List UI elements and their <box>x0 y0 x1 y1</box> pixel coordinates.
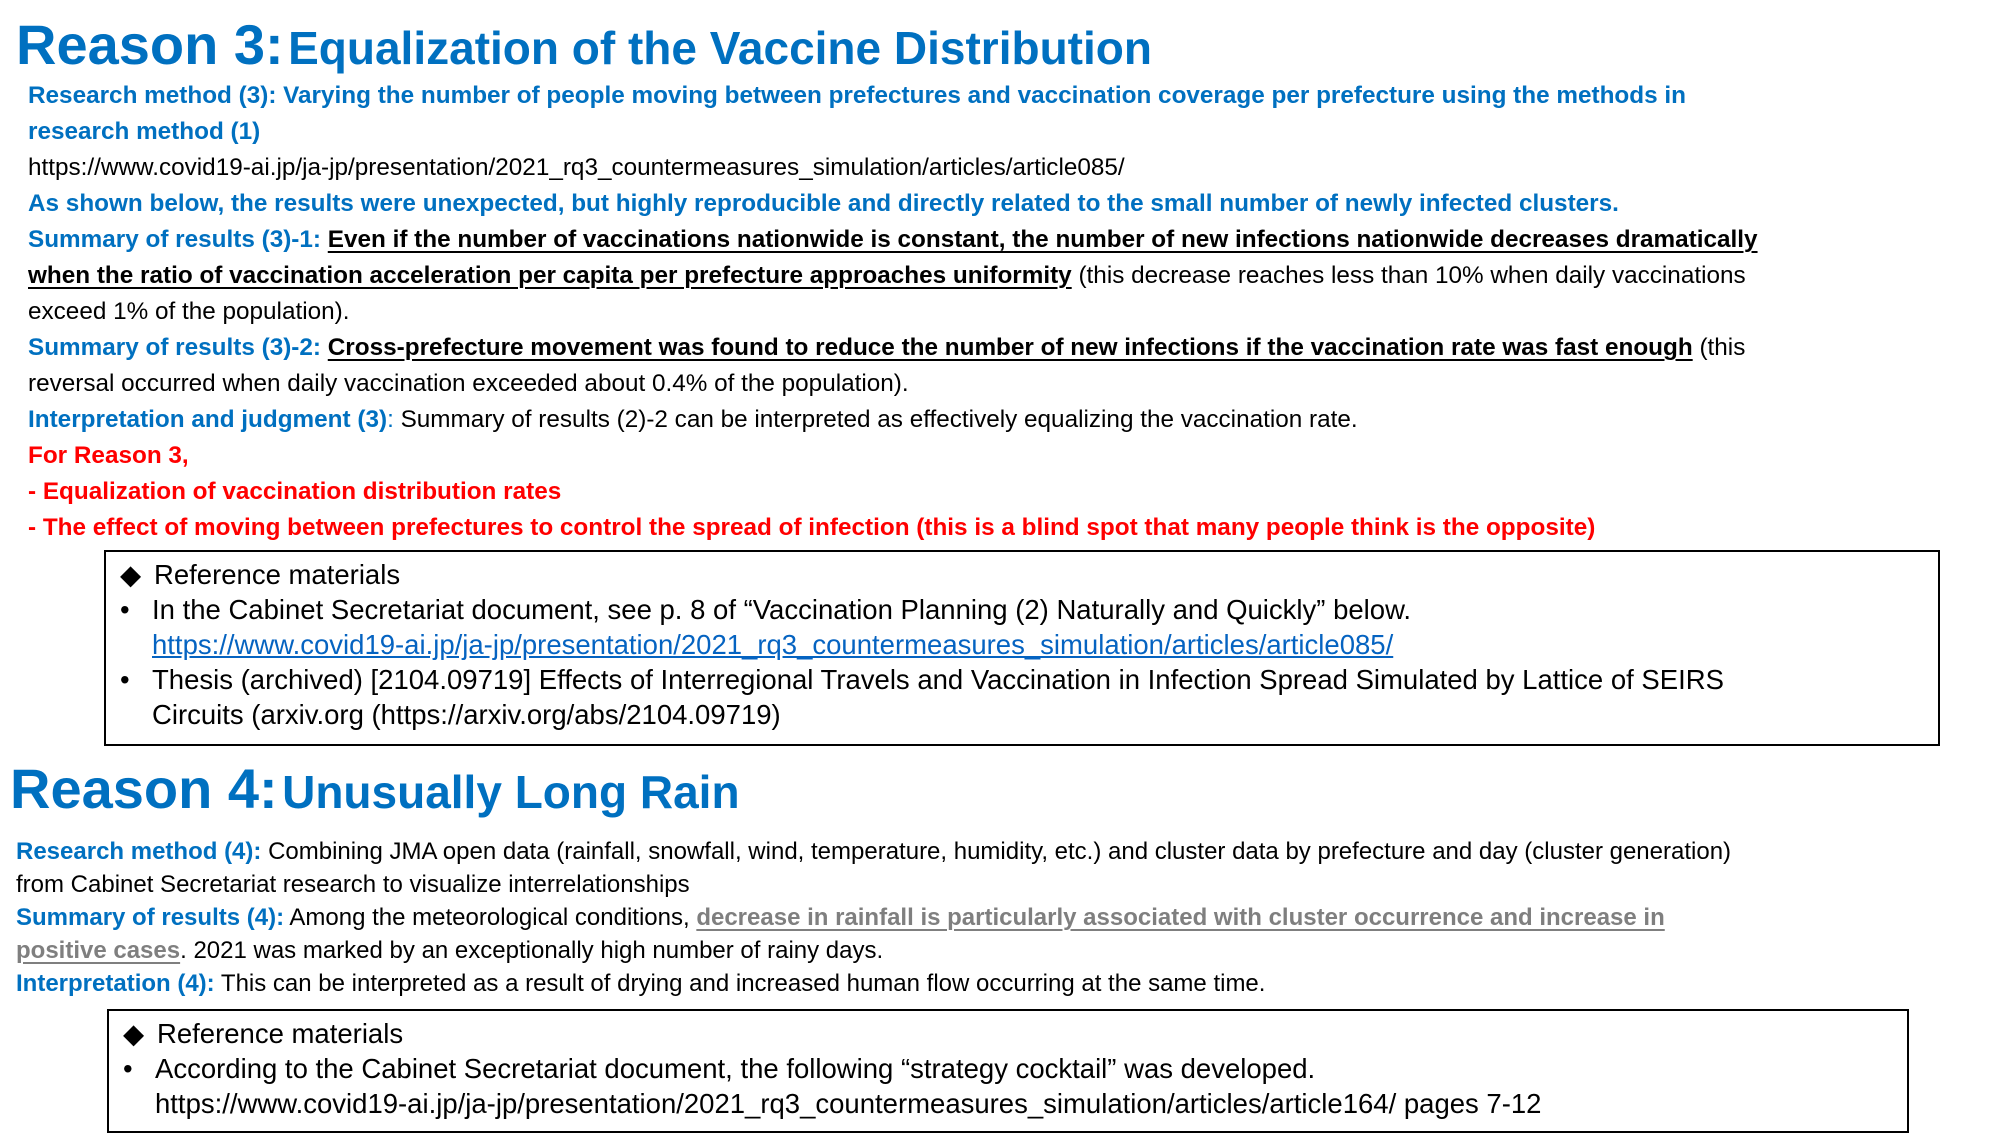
reason3-url: https://www.covid19-ai.jp/ja-jp/presentation/2021_rq3_countermeasures_simulation/articles/article085/ <box>28 154 1125 181</box>
reason3-conclusion-head: For Reason 3, <box>28 442 189 469</box>
reason3-summary1-tail2: exceed 1% of the population). <box>28 298 350 325</box>
reason4-reference-box <box>107 1009 1909 1133</box>
reason3-summary2-line1 <box>28 330 1988 366</box>
reason3-ref-item1-link[interactable]: https://www.covid19-ai.jp/ja-jp/presentation/2021_rq3_countermeasures_simulation/articles/article085/ <box>152 629 1394 660</box>
reason3-ref-item2-line1: Thesis (archived) [2104.09719] Effects of Interregional Travels and Vaccination in Infection Spread Simulated by Lattice of SEIRS <box>152 664 1724 695</box>
reason3-interp-colon: : <box>387 406 394 433</box>
diamond-icon: ◆ <box>123 1018 145 1049</box>
reason4-ref-item1 <box>123 1051 1895 1121</box>
bullet-icon: • <box>120 664 130 695</box>
reason3-summary1-label: Summary of results (3)-1: <box>28 226 321 253</box>
reason4-method-label: Research method (4): <box>16 838 262 865</box>
reason4-interp-label: Interpretation (4): <box>16 970 215 997</box>
reason3-summary1-emph2: when the ratio of vaccination acceleration per capita per prefecture approaches uniformity <box>28 262 1072 289</box>
reason3-shown-below: As shown below, the results were unexpected, but highly reproducible and directly related to the small number of newly infected clusters. <box>28 190 1619 217</box>
reason3-ref-item1 <box>120 592 1926 662</box>
reason3-summary1-tail1: (this decrease reaches less than 10% when daily vaccinations <box>1078 262 1746 289</box>
reason4-summary-text: Among the meteorological conditions, <box>289 904 690 931</box>
reason3-ref-heading <box>120 557 1926 592</box>
reason3-summary2-tail1: (this <box>1699 334 1746 361</box>
reason4-ref-item1-line1: According to the Cabinet Secretariat document, the following “strategy cocktail” was developed. <box>155 1053 1316 1084</box>
reason3-interp-label: Interpretation and judgment (3) <box>28 406 388 433</box>
reason4-interp-text: This can be interpreted as a result of drying and increased human flow occurring at the same time. <box>220 970 1266 997</box>
reason4-interpretation <box>16 967 1988 1000</box>
reason3-body <box>28 78 1988 546</box>
reason4-title-prefix: Reason 4: <box>10 757 278 820</box>
reason3-reference-box <box>104 550 1940 746</box>
reason4-method-line1 <box>16 835 1988 868</box>
reason4-summary-label: Summary of results (4): <box>16 904 285 931</box>
reason4-title <box>10 756 740 821</box>
reason3-interpretation <box>28 402 1988 438</box>
reason3-conclusion-item2: - The effect of moving between prefectures to control the spread of infection (this is a blind spot that many people think is the opposite) <box>28 514 1596 541</box>
reason3-summary2-emph: Cross-prefecture movement was found to reduce the number of new infections if the vaccination rate was fast enough <box>327 334 1693 361</box>
reason4-summary-line2 <box>16 934 1988 967</box>
reason4-body <box>16 835 1988 1000</box>
bullet-icon: • <box>123 1053 133 1084</box>
reason4-ref-item1-line2: https://www.covid19-ai.jp/ja-jp/presentation/2021_rq3_countermeasures_simulation/articles/article164/ pages 7-12 <box>155 1088 1542 1119</box>
reason3-title-prefix: Reason 3: <box>16 13 284 76</box>
reason3-ref-item2 <box>120 662 1926 732</box>
reason3-interp-text: Summary of results (2)-2 can be interpreted as effectively equalizing the vaccination rate. <box>400 406 1358 433</box>
reason3-ref-item1-text: In the Cabinet Secretariat document, see p. 8 of “Vaccination Planning (2) Naturally and Quickly” below. <box>152 594 1412 625</box>
reason4-ref-heading <box>123 1016 1895 1051</box>
bullet-icon: • <box>120 594 130 625</box>
reason4-summary-line1 <box>16 901 1988 934</box>
reason3-method-line1: Research method (3): Varying the number of people moving between prefectures and vaccination coverage per prefecture using the methods in <box>28 82 1686 109</box>
reason4-method-text1: Combining JMA open data (rainfall, snowfall, wind, temperature, humidity, etc.) and cluster data by prefecture and day (cluster generation) <box>268 838 1732 865</box>
reason4-summary-emph2: positive cases <box>16 937 181 964</box>
reason3-ref-heading-text: Reference materials <box>154 559 401 590</box>
reason3-conclusion-item1: - Equalization of vaccination distribution rates <box>28 478 562 505</box>
reason3-summary2-tail2: reversal occurred when daily vaccination exceeded about 0.4% of the population). <box>28 370 909 397</box>
reason4-method-text2: from Cabinet Secretariat research to visualize interrelationships <box>16 871 690 898</box>
reason3-summary1-emph1: Even if the number of vaccinations nationwide is constant, the number of new infections nationwide decreases dramatically <box>327 226 1758 253</box>
reason4-summary-tail: . 2021 was marked by an exceptionally high number of rainy days. <box>180 937 884 964</box>
reason3-ref-item2-line2: Circuits (arxiv.org (https://arxiv.org/abs/2104.09719) <box>152 699 781 730</box>
reason3-title-text: Equalization of the Vaccine Distribution <box>288 22 1152 74</box>
reason3-method-line2: research method (1) <box>28 118 261 145</box>
reason4-summary-emph1: decrease in rainfall is particularly associated with cluster occurrence and increase in <box>696 904 1665 931</box>
reason4-title-text: Unusually Long Rain <box>282 766 740 818</box>
reason3-summary1-line2 <box>28 258 1988 294</box>
diamond-icon: ◆ <box>120 559 142 590</box>
reason4-ref-heading-text: Reference materials <box>157 1018 404 1049</box>
reason3-summary1-line1 <box>28 222 1988 258</box>
reason3-title <box>16 12 1152 77</box>
reason3-summary2-label: Summary of results (3)-2: <box>28 334 321 361</box>
